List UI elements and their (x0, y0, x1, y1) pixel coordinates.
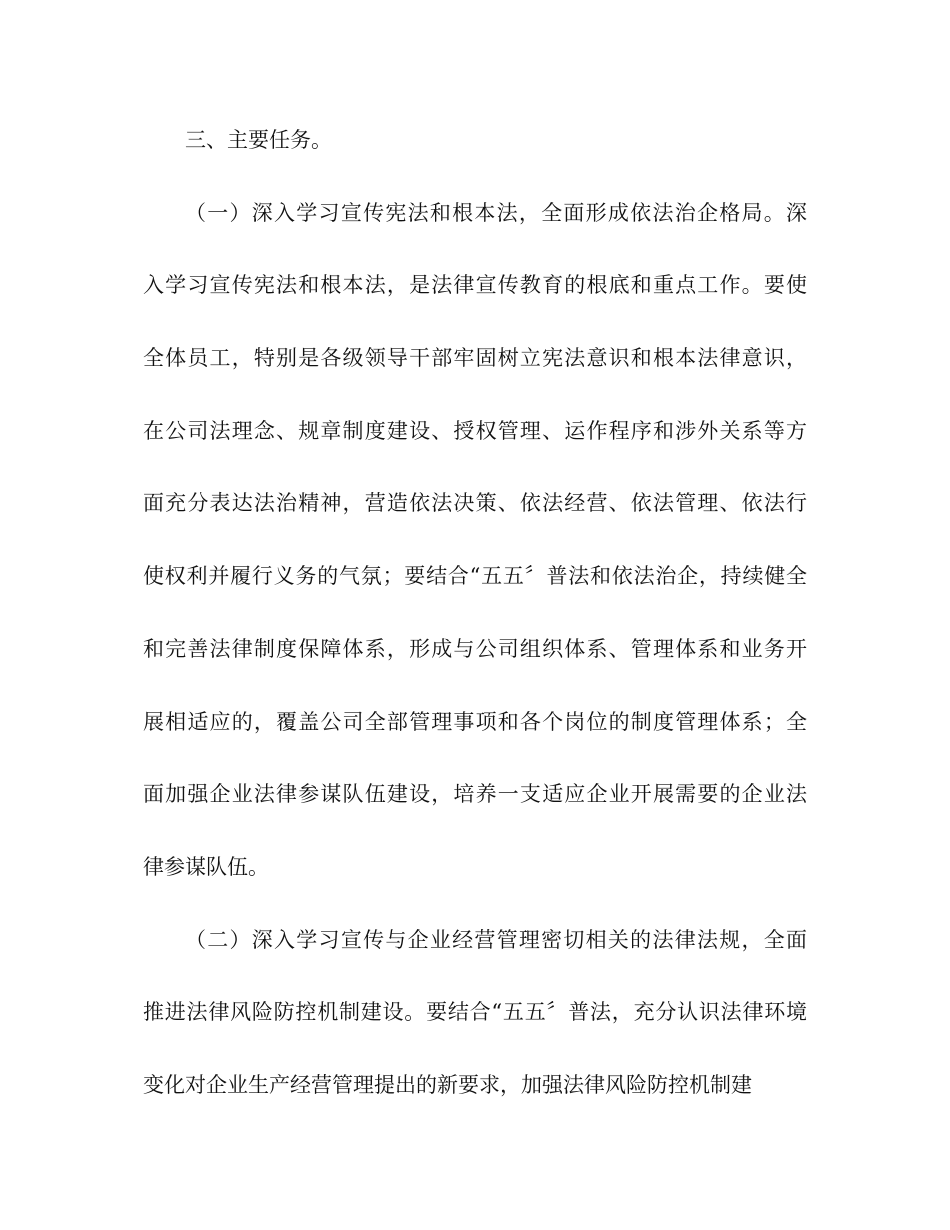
text-line: 全体员工，特别是各级领导干部牢固树立宪法意识和根本法律意识， (143, 346, 807, 371)
text-line: 使权利并履行义务的气氛；要结合“五五〞普法和依法治企，持续健全 (143, 564, 807, 589)
text-line: 变化对企业生产经营管理提出的新要求，加强法律风险防控机制建 (143, 1072, 752, 1097)
text-line: 在公司法理念、规章制度建设、授权管理、运作程序和涉外关系等方 (143, 418, 807, 443)
text-line: 推进法律风险防控机制建设。要结合“五五〞普法，充分认识法律环境 (143, 1000, 807, 1025)
text-line: 展相适应的，覆盖公司全部管理事项和各个岗位的制度管理体系；全 (143, 709, 807, 734)
text-line: 入学习宣传宪法和根本法，是法律宣传教育的根底和重点工作。要使 (143, 273, 807, 298)
paragraph-2 (143, 922, 807, 1140)
text-line: 和完善法律制度保障体系，形成与公司组织体系、管理体系和业务开 (143, 636, 807, 661)
text-line: （二）深入学习宣传与企业经营管理密切相关的法律法规，全面 (185, 927, 807, 952)
text-line: （一）深入学习宣传宪法和根本法，全面形成依法治企格局。深 (185, 200, 807, 225)
text-line: 律参谋队伍。 (143, 854, 269, 879)
text-line: 面充分表达法治精神，营造依法决策、依法经营、依法管理、依法行 (143, 491, 807, 516)
document-body (143, 122, 807, 1140)
text-line: 面加强企业法律参谋队伍建设，培养一支适应企业开展需要的企业法 (143, 782, 807, 807)
section-heading: 三、主要任务。 (185, 128, 332, 152)
paragraph-1 (143, 195, 807, 922)
